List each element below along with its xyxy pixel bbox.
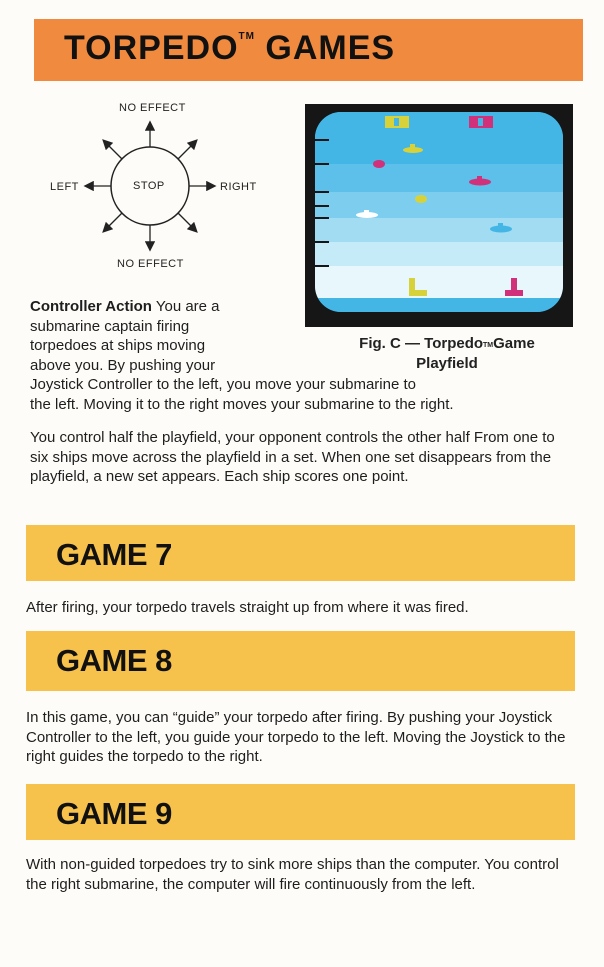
game-9-banner (26, 784, 575, 840)
direction-label-right: RIGHT (220, 181, 257, 193)
controller-action-paragraph: Controller Action You are a submarine captain firing torpedoes at ships moving above you. By pushing your Joystick Controller to the left, you move your submarine to the left. Moving it to the right moves your submarine to the right. (30, 298, 454, 413)
playfield-rules-paragraph: You control half the playfield, your opponent controls the other half From one to six ships move across the playfield in a set. When one set disappears from the playfield, a new set appears. Each ship scores one point. (30, 429, 555, 485)
playfield-screen (315, 112, 563, 312)
controller-diagram (40, 96, 270, 276)
figure-caption: Fig. C — Torpedo™Game Playfield (359, 335, 535, 372)
page-title: TORPEDO™ GAMES (64, 29, 396, 67)
game-9-description: With non-guided torpedoes try to sink more ships than the computer. You control the right submarine, the computer will fire continuously from the left. (26, 856, 559, 893)
game-8-description: In this game, you can “guide” your torpedo after firing. By pushing your Joystick Controller to the left, you guide your torpedo to the left. Moving the Joystick to the right guides the torpedo to the right. (26, 709, 566, 765)
direction-label-down: NO EFFECT (117, 258, 184, 270)
game-7-title: GAME 7 (56, 537, 172, 572)
playfield-figure (305, 104, 573, 327)
direction-label-left: LEFT (50, 181, 79, 193)
direction-label-up: NO EFFECT (119, 102, 186, 114)
title-banner (34, 19, 583, 81)
game-7-banner (26, 525, 575, 581)
game-7-description: After firing, your torpedo travels straight up from where it was fired. (26, 599, 469, 616)
game-8-banner (26, 631, 575, 691)
game-9-title: GAME 9 (56, 796, 172, 831)
direction-label-center: STOP (133, 180, 165, 192)
game-8-title: GAME 8 (56, 643, 172, 678)
controller-action-heading: Controller Action (30, 298, 152, 315)
game-sprites-icon (315, 112, 563, 312)
